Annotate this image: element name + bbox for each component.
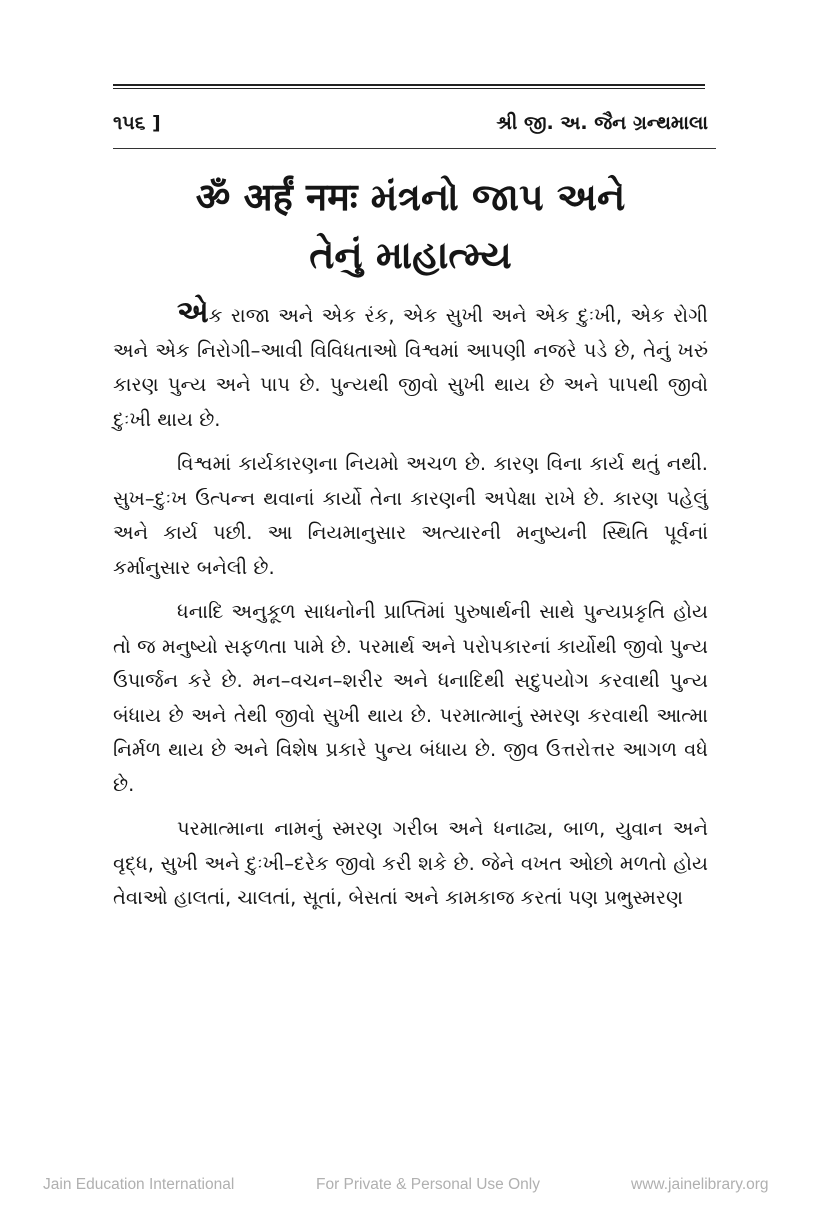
paragraph-1 bbox=[113, 296, 708, 437]
header-rule bbox=[113, 148, 716, 149]
paragraph-1-text: ક રાજા અને એક રંક, એક સુખી અને એક દુઃખી, એક રોગી અને એક નિરોગી–આવી વિવિધતાઓ વિશ્વમાં આપણી નજરે પડે છે, તેનું ખરું કારણ પુન્ય અને પાપ છે. પુન્યથી જીવો સુખી થાય છે અને પાપથી જીવો દુઃખી થાય છે. bbox=[113, 304, 708, 431]
article-title bbox=[113, 168, 708, 284]
article-body bbox=[113, 296, 708, 916]
running-header bbox=[113, 108, 708, 138]
paragraph-3: ધનાદિ અનુકૂળ સાધનોની પ્રાપ્તિમાં પુરુષાર્થની સાથે પુન્યપ્રકૃતિ હોય તો જ મનુષ્યો સફળતા પામે છે. પરમાર્થ અને પરોપકારનાં કાર્યોથી જીવો પુન્ય ઉપાર્જન કરે છે. મન–વચન–શરીર અને ધનાદિથી સદુપયોગ કરવાથી પુન્ય બંધાય છે અને તેથી જીવો સુખી થાય છે. પરમાત્માનું સ્મરણ કરવાથી આત્મા નિર્મળ થાય છે અને વિશેષ પ્રકારે પુન્ય બંધાય છે. જીવ ઉત્તરોત્તર આગળ વધે છે. bbox=[113, 600, 708, 796]
series-title: શ્રી જી. અ. જૈન ગ્રન્થમાલા bbox=[496, 112, 708, 134]
title-line-2: તેનું માહાત્મ્ય bbox=[309, 233, 512, 277]
watermark-footer bbox=[0, 1172, 828, 1202]
footer-usage-notice: For Private & Personal Use Only bbox=[316, 1176, 540, 1193]
footer-publisher: Jain Education International bbox=[43, 1176, 235, 1193]
header-double-rule bbox=[113, 84, 705, 89]
title-line-1: ॐ अर्हं नमः મંત્રનો જાપ અને bbox=[195, 175, 626, 219]
footer-website: www.jainelibrary.org bbox=[631, 1176, 769, 1193]
page-number: ૧૫૬ ] bbox=[113, 112, 161, 134]
drop-cap: એ bbox=[177, 295, 209, 330]
paragraph-2: વિશ્વમાં કાર્યકારણના નિયમો અચળ છે. કારણ વિના કાર્ય થતું નથી. સુખ–દુઃખ ઉત્પન્ન થવાનાં કાર્યો તેના કારણની અપેક્ષા રાખે છે. કારણ પહેલું અને કાર્ય પછી. આ નિયમાનુસાર અત્યારની મનુષ્યની સ્થિતિ પૂર્વનાં કર્માનુસાર બનેલી છે. bbox=[113, 452, 708, 579]
paragraph-4: પરમાત્માના નામનું સ્મરણ ગરીબ અને ધનાઢ્ય, બાળ, યુવાન અને વૃદ્ધ, સુખી અને દુઃખી–દરેક જીવો કરી શકે છે. જેને વખત ઓછો મળતો હોય તેવાઓ હાલતાં, ચાલતાં, સૂતાં, બેસતાં અને કામકાજ કરતાં પણ પ્રભુસ્મરણ bbox=[113, 817, 708, 909]
